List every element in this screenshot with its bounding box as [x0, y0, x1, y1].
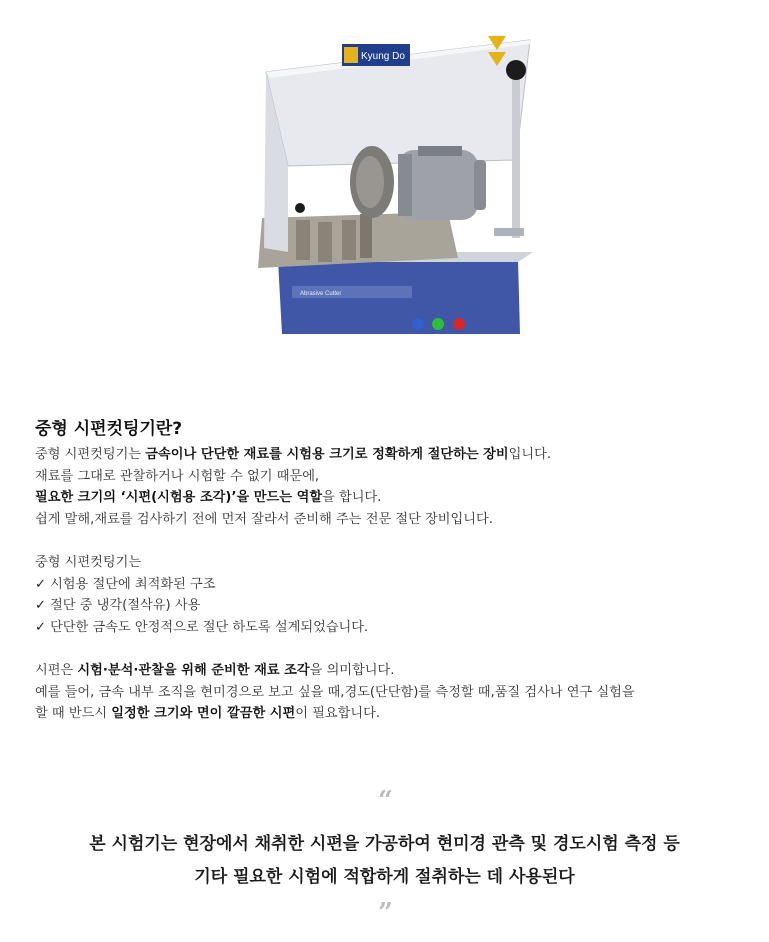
quote-line-2: 기타 필요한 시험에 적합하게 절취하는 데 사용된다 — [194, 867, 575, 887]
specimen-line-2: 예를 들어, 금속 내부 조직을 현미경으로 보고 싶을 때,경도(단단함)를 측정할 때,품질 검사나 연구 실험을 — [35, 684, 635, 700]
description-body — [35, 444, 745, 725]
green-button — [432, 318, 444, 330]
specimen-line-1: 시편은 시험·분석·관찰을 위해 준비한 재료 조각을 의미합니다. — [35, 662, 395, 678]
open-quote-icon: “ — [378, 786, 391, 816]
brand-label: Kyung Do — [361, 51, 405, 62]
red-button — [453, 318, 465, 330]
product-image — [248, 22, 538, 340]
quote-line-1: 본 시험기는 현장에서 채취한 시편을 가공하여 현미경 관측 및 경도시험 측정 등 — [89, 834, 680, 854]
intro-line-2: 재료를 그대로 관찰하거나 시험할 수 없기 때문에, — [35, 468, 320, 484]
lever-knob — [506, 60, 526, 80]
lever-handle — [512, 78, 520, 238]
specimen-line-3: 할 때 반드시 일정한 크기와 면이 깔끔한 시편이 필요합니다. — [35, 706, 381, 722]
blue-button — [412, 318, 424, 330]
feature-item: ✓ 시험용 절단에 최적화된 구조 — [35, 576, 216, 592]
feature-item: ✓ 단단한 금속도 안정적으로 절단 하도록 설계되었습니다. — [35, 619, 369, 635]
section-title: 중형 시편컷팅기란? — [35, 419, 183, 439]
check-icon: ✓ — [35, 598, 47, 614]
intro-line-4: 쉽게 말해,재료를 검사하기 전에 먼저 잘라서 준비해 주는 전문 절단 장비입니다. — [35, 511, 493, 527]
features-lead: 중형 시편컷팅기는 — [35, 554, 142, 570]
panel-label-text: Abrasive Cutter — [300, 291, 342, 297]
close-quote-icon: ” — [378, 898, 391, 928]
intro-line-1: 중형 시편컷팅기는 금속이나 단단한 재료를 시험용 크기로 정확하게 절단하는 장비입니다. — [35, 447, 552, 462]
feature-item: ✓ 절단 중 냉각(절삭유) 사용 — [35, 598, 201, 614]
check-icon: ✓ — [35, 619, 47, 635]
intro-line-3: 필요한 크기의 ‘시편(시험용 조각)’을 만드는 역할을 합니다. — [35, 490, 382, 506]
check-icon: ✓ — [35, 576, 47, 592]
